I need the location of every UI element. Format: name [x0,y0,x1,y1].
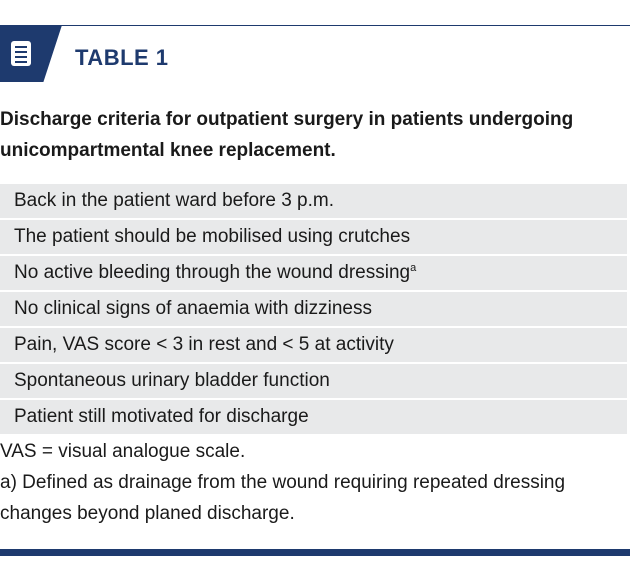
criteria-row [0,220,627,254]
table-badge [0,25,62,82]
criteria-text: Spontaneous urinary bladder function [14,370,330,391]
criteria-text: No clinical signs of anaemia with dizziness [14,298,372,319]
table-caption: Discharge criteria for outpatient surgery in patients undergoing unicompartmental knee replacement. [0,109,574,161]
criteria-row [0,256,627,290]
footnote-marker: a [410,262,417,274]
criteria-text: The patient should be mobilised using crutches [14,226,411,247]
criteria-row [0,292,627,326]
footnote-a: a) Defined as drainage from the wound requiring repeated dressing changes beyond planed discharge. [0,472,566,524]
criteria-text: Pain, VAS score < 3 in rest and < 5 at activity [14,334,394,355]
top-rule [0,25,630,26]
criteria-row [0,400,627,434]
footnotes [0,436,625,529]
document-list-icon [11,41,31,66]
criteria-text: No active bleeding through the wound dressing [14,262,411,283]
table-label: TABLE 1 [75,45,169,70]
abbreviation-note: VAS = visual analogue scale. [0,441,246,462]
criteria-text: Back in the patient ward before 3 p.m. [14,190,335,211]
criteria-row [0,328,627,362]
criteria-row [0,364,627,398]
criteria-list [0,184,627,436]
criteria-row [0,184,627,218]
criteria-text: Patient still motivated for discharge [14,406,309,427]
bottom-rule [0,549,630,556]
